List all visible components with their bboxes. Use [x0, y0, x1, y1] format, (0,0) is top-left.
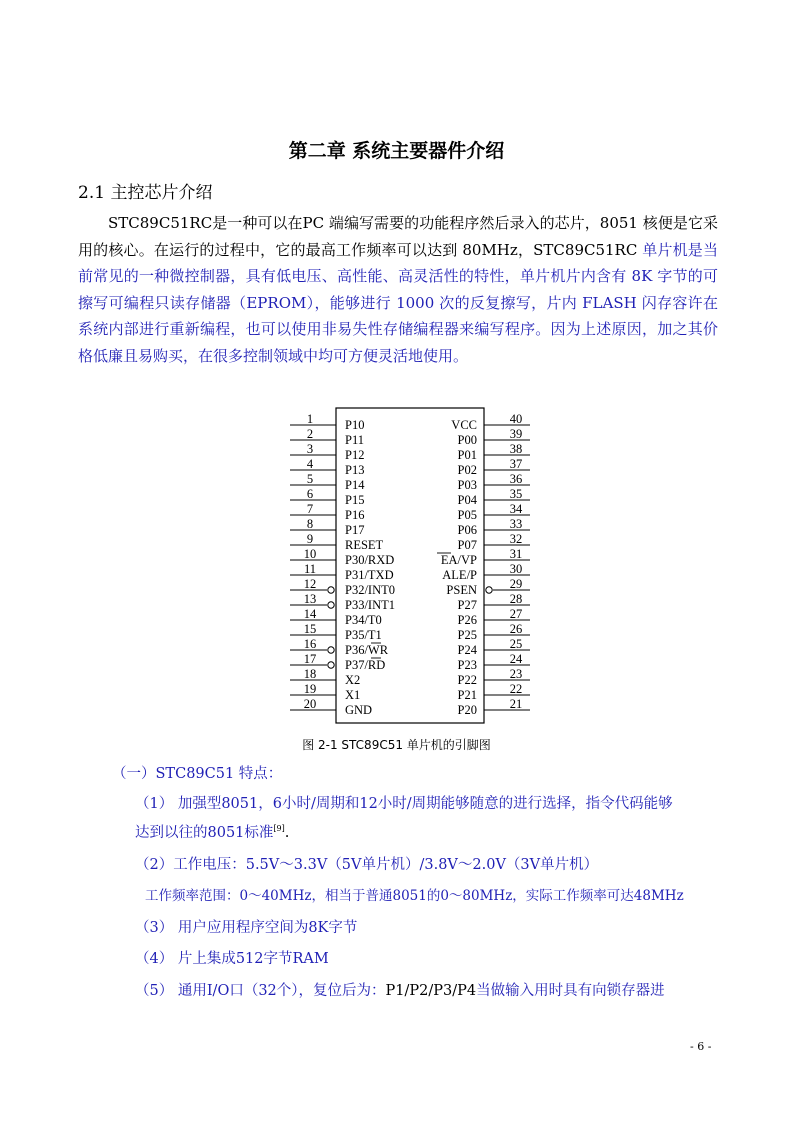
pin-number: 26: [509, 622, 523, 636]
pin-number: 24: [509, 652, 523, 666]
feature-1-line1: （1） 加强型8051，6小时/周期和12小时/周期能够随意的进行选择，指令代码能够: [135, 796, 673, 812]
pin-label: EA/VP: [440, 553, 477, 567]
pin-number: 21: [509, 697, 523, 711]
pin-number: 11: [303, 562, 317, 576]
pin-label: P10: [345, 418, 365, 432]
intro-text-black: STC89C51RC是一种可以在PC 端编写需要的功能程序然后录入的芯片，8051 核便是它采用的核心。在运行的过程中，它的最高工作频率可以达到 80MHz，STC89C51RC: [78, 214, 718, 259]
pin-number: 13: [303, 592, 317, 606]
inverter-bubble-icon: [328, 647, 334, 653]
pin-number: 38: [509, 442, 523, 456]
feature-2-frequency: 工作频率范围：0～40MHz，相当于普通8051的0～80MHz，实际工作频率可达48MHz: [145, 888, 684, 904]
pin-label: P35/T1: [345, 628, 382, 642]
pin-number: 33: [509, 517, 523, 531]
pin-number: 17: [303, 652, 317, 666]
pin-number: 7: [306, 502, 314, 516]
pin-label: ALE/P: [442, 568, 477, 582]
feature-3: （3） 用户应用程序空间为8K字节: [135, 920, 358, 936]
pin-number: 39: [509, 427, 523, 441]
pin-number: 4: [306, 457, 314, 471]
pin-label: P23: [457, 658, 477, 672]
feature-5-b: P1/P2/P3/P4: [385, 983, 477, 999]
pin-label: P02: [457, 463, 477, 477]
pin-label: P00: [457, 433, 477, 447]
inverter-bubble-icon: [328, 587, 334, 593]
pin-number: 15: [303, 622, 317, 636]
pin-label: X1: [345, 688, 361, 702]
pin-number: 27: [509, 607, 523, 621]
feature-1-end: .: [284, 825, 290, 841]
features-heading: （一）STC89C51 特点：: [112, 766, 283, 782]
pin-number: 6: [306, 487, 314, 501]
pin-number: 8: [306, 517, 314, 531]
pin-number: 14: [303, 607, 317, 621]
pin-label: P04: [457, 493, 477, 507]
feature-5-a: （5） 通用I/O口（32个），复位后为：: [135, 983, 386, 999]
chapter-title: 第二章 系统主要器件介绍: [288, 140, 505, 162]
pin-number: 31: [509, 547, 523, 561]
pin-number: 5: [306, 472, 314, 486]
pin-label: P07: [457, 538, 477, 552]
feature-2: （2）工作电压：5.5V～3.3V（5V单片机）/3.8V～2.0V（3V单片机）: [135, 857, 599, 873]
pin-number: 30: [509, 562, 523, 576]
pin-label: P17: [345, 523, 365, 537]
pin-label: X2: [345, 673, 361, 687]
inverter-bubble-icon: [486, 587, 492, 593]
feature-1-line2-text: 达到以往的8051标准: [135, 825, 274, 841]
pin-number: 20: [303, 697, 317, 711]
pin-label: P27: [457, 598, 477, 612]
pin-label: P15: [345, 493, 365, 507]
pin-number: 36: [509, 472, 523, 486]
pin-number: 22: [509, 682, 523, 696]
pin-number: 1: [306, 412, 314, 426]
pin-number: 29: [509, 577, 523, 591]
left-pins: [290, 412, 395, 717]
pin-label: P20: [457, 703, 477, 717]
pin-number: 32: [509, 532, 523, 546]
pin-number: 9: [306, 532, 314, 546]
feature-5-c: 当做输入用时具有向锁存器进: [476, 983, 665, 999]
pin-label: VCC: [451, 418, 477, 432]
pin-label: P34/T0: [345, 613, 382, 627]
pin-label: P25: [457, 628, 477, 642]
pin-label: P01: [457, 448, 477, 462]
pin-label: PSEN: [446, 583, 477, 597]
pin-label: GND: [345, 703, 373, 717]
pin-label: P16: [345, 508, 365, 522]
pin-label: P21: [457, 688, 477, 702]
page-number: - 6 -: [690, 1040, 712, 1053]
citation-ref: [9]: [273, 824, 285, 834]
pin-number: 3: [306, 442, 314, 456]
pin-number: 10: [303, 547, 317, 561]
pin-label: P22: [457, 673, 477, 687]
pin-number: 12: [303, 577, 317, 591]
figure-caption: 图 2-1 STC89C51 单片机的引脚图: [302, 738, 491, 752]
pin-label: P12: [345, 448, 365, 462]
pin-number: 28: [509, 592, 523, 606]
pin-label: P33/INT1: [345, 598, 395, 612]
pin-label: P14: [345, 478, 365, 492]
pin-number: 37: [509, 457, 523, 471]
pin-number: 16: [303, 637, 317, 651]
pin-label: P26: [457, 613, 477, 627]
pinout-diagram: [270, 400, 540, 730]
inverter-bubble-icon: [328, 602, 334, 608]
pin-number: 34: [509, 502, 523, 516]
inverter-bubble-icon: [328, 662, 334, 668]
pin-label: P32/INT0: [345, 583, 395, 597]
feature-5: [135, 979, 665, 1000]
pin-label: P24: [457, 643, 477, 657]
pin-number: 18: [303, 667, 317, 681]
section-title: 2.1 主控芯片介绍: [78, 183, 213, 203]
pin-label: P13: [345, 463, 365, 477]
pin-number: 25: [509, 637, 523, 651]
pin-label: P11: [345, 433, 364, 447]
pin-label: P30/RXD: [345, 553, 395, 567]
pin-label: P06: [457, 523, 477, 537]
pin-label: P05: [457, 508, 477, 522]
feature-4: （4） 片上集成512字节RAM: [135, 951, 329, 967]
pin-label: P31/TXD: [345, 568, 394, 582]
pin-label: P03: [457, 478, 477, 492]
pin-label: P37/RD: [345, 658, 386, 672]
pin-number: 40: [509, 412, 523, 426]
intro-text-blue: 单片机是当前常见的一种微控制器，具有低电压、高性能、高灵活性的特性，单片机片内含有 8K 字节的可擦写可编程只读存储器（EPROM），能够进行 1000 次的反复擦写，片内 FLASH 闪存容许在系统内部进行重新编程，也可以使用非易失性存储编程器来编写程序。因为上述原因，加之其价格低廉且易购买，在很多控制领域中均可方便灵活地使用。: [78, 240, 718, 365]
pin-label: P36/WR: [345, 643, 389, 657]
feature-1-line2: [135, 821, 289, 842]
intro-paragraph: [78, 210, 718, 369]
pin-number: 2: [306, 427, 314, 441]
pin-label: RESET: [345, 538, 384, 552]
pin-number: 19: [303, 682, 317, 696]
pin-number: 23: [509, 667, 523, 681]
pin-number: 35: [509, 487, 523, 501]
